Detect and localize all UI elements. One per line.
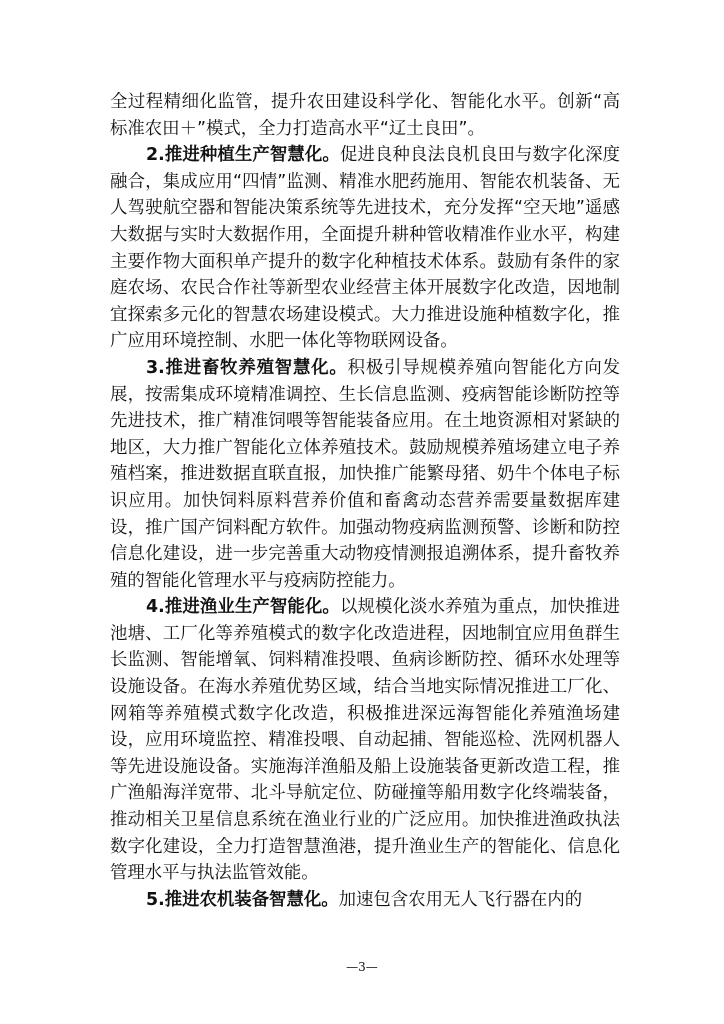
document-body xyxy=(110,89,620,913)
paragraph-livestock xyxy=(110,355,620,594)
paragraph-continuation xyxy=(110,89,620,142)
paragraph-text: 促进良种良法良机良田与数字化深度融合，集成应用“四情”监测、精准水肥药施用、智能农机装备、无人驾驶航空器和智能决策系统等先进技术，充分发挥“空天地”遥感大数据与实时大数据作用，全面提升耕种管收精准作业水平，构建主要作物大面积单产提升的数字化种植技术体系。鼓励有条件的家庭农场、农民合作社等新型农业经营主体开展数字化改造，因地制宜探索多元化的智慧农场建设模式。大力推进设施种植数字化，推广应用环境控制、水肥一体化等物联网设备。 xyxy=(110,145,620,352)
paragraph-text: 加速包含农用无人飞行器在内的 xyxy=(338,889,583,910)
paragraph-text: 积极引导规模养殖向智能化方向发展，按需集成环境精准调控、生长信息监测、疫病智能诊断防控等先进技术，推广精准饲喂等智能装备应用。在土地资源相对紧缺的地区，大力推广智能化立体养殖技术。鼓励规模养殖场建立电子养殖档案，推进数据直联直报，加快推广能繁母猪、奶牛个体电子标识应用。加快饲料原料营养价值和畜禽动态营养需要量数据库建设，推广国产饲料配方软件。加强动物疫病监测预警、诊断和防控信息化建设，进一步完善重大动物疫情测报追溯体系，提升畜牧养殖的智能化管理水平与疫病防控能力。 xyxy=(110,357,620,591)
section-heading-machinery: 5.推进农机装备智慧化。 xyxy=(146,889,339,910)
paragraph-machinery xyxy=(110,887,620,914)
section-heading-fishery: 4.推进渔业生产智能化。 xyxy=(146,597,340,618)
paragraph-text: 以规模化淡水养殖为重点，加快推进池塘、工厂化等养殖模式的数字化改造进程，因地制宜应用鱼群生长监测、智能增氧、饲料精准投喂、鱼病诊断防控、循环水处理等设施设备。在海水养殖优势区域，结合当地实际情况推进工厂化、网箱等养殖模式数字化改造，积极推进深远海智能化养殖渔场建设，应用环境监控、精准投喂、自动起捕、智能巡检、洗网机器人等先进设施设备。实施海洋渔船及船上设施装备更新改造工程，推广渔船海洋宽带、北斗导航定位、防碰撞等船用数字化终端装备，推动相关卫星信息系统在渔业行业的广泛应用。加快推进渔政执法数字化建设，全力打造智慧渔港，提升渔业生产的智能化、信息化管理水平与执法监管效能。 xyxy=(110,597,620,884)
paragraph-fishery xyxy=(110,594,620,887)
page-number: —3— xyxy=(346,960,378,974)
section-heading-planting: 2.推进种植生产智慧化。 xyxy=(146,145,340,166)
section-heading-livestock: 3.推进畜牧养殖智慧化。 xyxy=(146,357,348,378)
paragraph-text: 全过程精细化监管，提升农田建设科学化、智能化水平。创新“高标准农田＋”模式，全力打造高水平“辽土良田”。 xyxy=(110,92,620,139)
paragraph-planting xyxy=(110,142,620,355)
